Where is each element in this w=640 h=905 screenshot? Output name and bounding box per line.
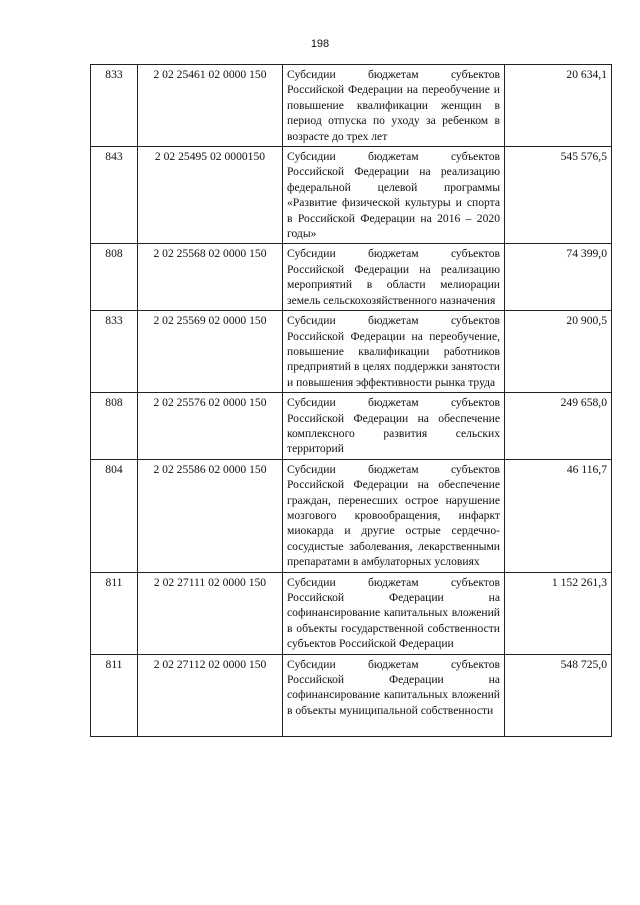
admin-code-cell: 808 <box>91 393 138 460</box>
table-row <box>91 654 612 737</box>
budget-code-cell: 2 02 25495 02 0000150 <box>138 147 283 244</box>
admin-code-cell: 811 <box>91 572 138 654</box>
table-row <box>91 244 612 311</box>
description-cell: Субсидии бюджетам субъектов Российской Федерации на обеспечение комплексного развития сельских территорий <box>283 393 505 460</box>
table-row <box>91 65 612 147</box>
table-row <box>91 572 612 654</box>
admin-code-cell: 804 <box>91 459 138 572</box>
amount-cell: 20 634,1 <box>505 65 612 147</box>
amount-cell: 1 152 261,3 <box>505 572 612 654</box>
budget-code-cell: 2 02 25569 02 0000 150 <box>138 311 283 393</box>
description-cell: Субсидии бюджетам субъектов Российской Федерации на переобучение, повышение квалификации работников предприятий в целях поддержки занятости и повышения эффективности рынка труда <box>283 311 505 393</box>
budget-code-cell: 2 02 25568 02 0000 150 <box>138 244 283 311</box>
table-row <box>91 459 612 572</box>
budget-code-cell: 2 02 25576 02 0000 150 <box>138 393 283 460</box>
admin-code-cell: 808 <box>91 244 138 311</box>
description-cell: Субсидии бюджетам субъектов Российской Федерации на реализацию федеральной целевой программы «Развитие физической культуры и спорта в Российской Федерации на 2016 – 2020 годы» <box>283 147 505 244</box>
description-cell: Субсидии бюджетам субъектов Российской Федерации на софинансирование капитальных вложений в объекты государственной собственности субъектов Российской Федерации <box>283 572 505 654</box>
admin-code-cell: 833 <box>91 311 138 393</box>
table-row <box>91 311 612 393</box>
table-row <box>91 147 612 244</box>
amount-cell: 249 658,0 <box>505 393 612 460</box>
amount-cell: 74 399,0 <box>505 244 612 311</box>
amount-cell: 548 725,0 <box>505 654 612 737</box>
amount-cell: 46 116,7 <box>505 459 612 572</box>
budget-code-cell: 2 02 27112 02 0000 150 <box>138 654 283 737</box>
description-cell: Субсидии бюджетам субъектов Российской Федерации на обеспечение граждан, перенесших острое нарушение мозгового кровообращения, инфаркт миокарда и другие острые сердечно-сосудистые заболевания, лекарственными препаратами в амбулаторных условиях <box>283 459 505 572</box>
admin-code-cell: 811 <box>91 654 138 737</box>
admin-code-cell: 843 <box>91 147 138 244</box>
budget-code-cell: 2 02 27111 02 0000 150 <box>138 572 283 654</box>
description-cell: Субсидии бюджетам субъектов Российской Федерации на переобучение и повышение квалификации женщин в период отпуска по уходу за ребенком в возрасте до трех лет <box>283 65 505 147</box>
page-number: 198 <box>310 38 330 50</box>
budget-code-cell: 2 02 25586 02 0000 150 <box>138 459 283 572</box>
description-cell: Субсидии бюджетам субъектов Российской Федерации на софинансирование капитальных вложений в объекты муниципальной собственности <box>283 654 505 737</box>
budget-code-cell: 2 02 25461 02 0000 150 <box>138 65 283 147</box>
budget-table <box>90 64 612 737</box>
description-cell: Субсидии бюджетам субъектов Российской Федерации на реализацию мероприятий в области мелиорации земель сельскохозяйственного назначения <box>283 244 505 311</box>
amount-cell: 545 576,5 <box>505 147 612 244</box>
table-row <box>91 393 612 460</box>
amount-cell: 20 900,5 <box>505 311 612 393</box>
admin-code-cell: 833 <box>91 65 138 147</box>
